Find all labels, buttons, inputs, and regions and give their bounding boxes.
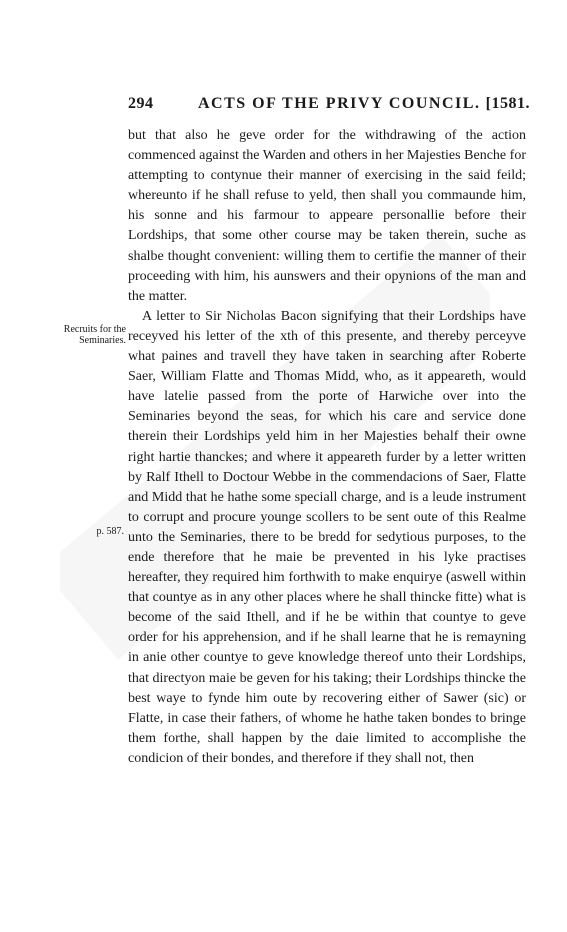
marginal-page-reference: p. 587.: [96, 526, 124, 537]
running-title: ACTS OF THE PRIVY COUNCIL.: [198, 95, 481, 112]
running-header: [128, 95, 530, 117]
body-text: [128, 126, 526, 769]
year-marker: [1581.: [485, 95, 530, 112]
paragraph-letter-bacon: A letter to Sir Nicholas Bacon signifying that their Lordships have receyved his letter of the xth of this presente, and thereby perceyve what paines and travell they have taken in searching after Roberte Saer, William Flatte and Thomas Midd, who, as it appeareth, would have latelie passed from the porte of Harwiche over into the Seminaries beyond the seas, for which his care and service done therein their Lordships yeld him in her Majesties behalf their owne right hartie thanckes; and where it appeareth furder by a letter written by Ralf Ithell to Doctour Webbe in the commendacions of Saer, Flatte and Midd that he hathe some speciall charge, and is a leude instrument to corrupt and procure younge scollers to be sent oute of this Realme unto the Seminaries, there to be bredd for sedytious purposes, to the ende therefore that he maie be prevented in his lyke practises hereafter, they required him forthwith to make enquirye (aswell within that countye as in any other places where he shall thincke fitte) what is become of the said Ithell, and if he be within that countye to geve order for his apprehension, and if he shall learne that he is remayning in anie other countye to geve knowledge thereof unto their Lordships, that directyon maie be geven for his taking; their Lordships thincke the best waye to fynde him oute by recovering either of Sawer (sic) or Flatte, in case their fathers, of whome he hathe taken bondes to bringe them forthe, shall happen by the daie limited to accomplishe the condicion of their bondes, and therefore if they shall not, then: [128, 308, 526, 766]
page-number: 294: [128, 95, 154, 112]
marginal-note-recruits: Recruits for the Seminaries.: [63, 324, 126, 346]
paragraph-continuation: but that also he geve order for the withdrawing of the action commenced against the Warden and others in her Majesties Benche for attempting to contynue their manner of exercising in the said feild; whereunto if he shall refuse to yeld, then shall you commaunde him, his sonne and his farmour to appeare personallie before their Lordships, that some other course may be taken therein, suche as shalbe thought convenient: willing them to certifie the manner of their proceeding with him, his aunswers and their opynions of the man and the matter.: [128, 128, 526, 304]
